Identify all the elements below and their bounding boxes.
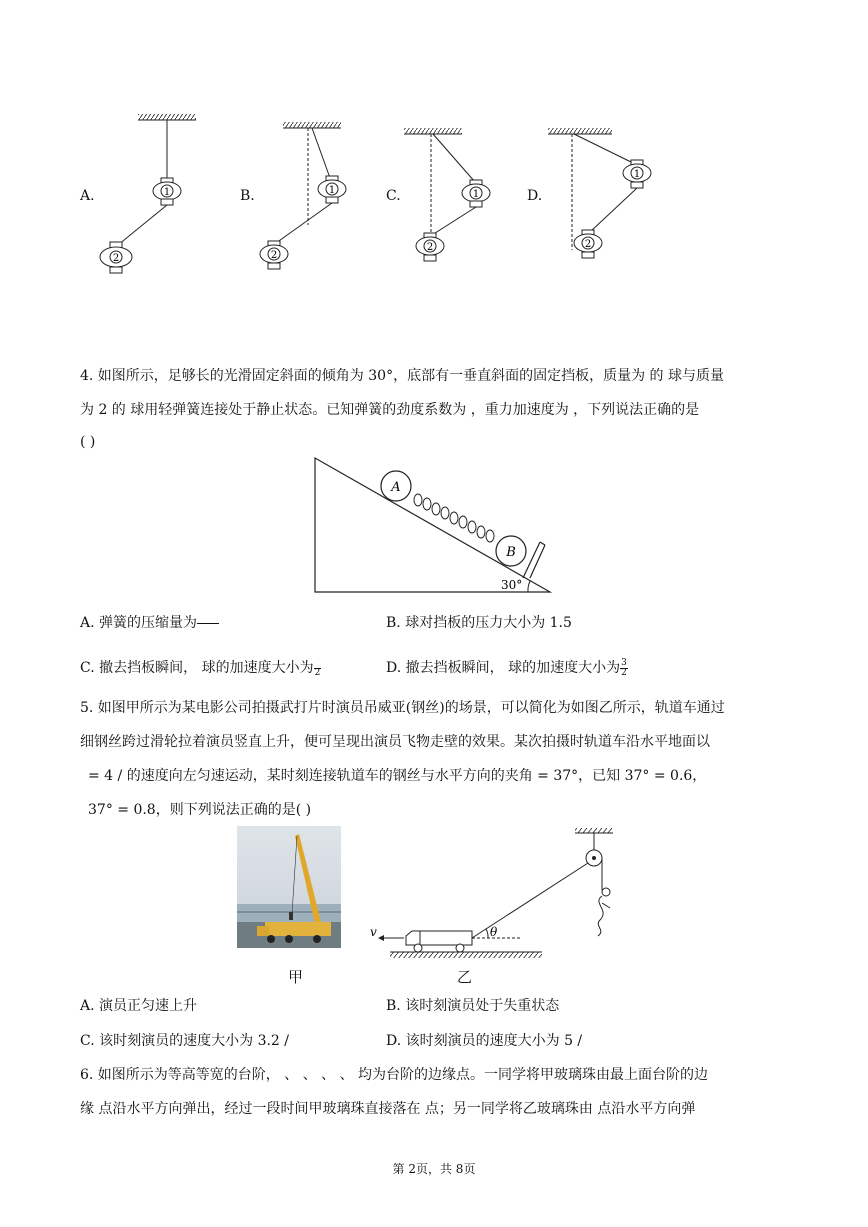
svg-text:2: 2 (426, 242, 434, 253)
svg-text:2: 2 (112, 253, 120, 264)
q4-option-a (80, 612, 219, 632)
velocity-label: v (370, 925, 377, 939)
svg-text:1: 1 (328, 185, 336, 196)
angle-label: 30° (501, 578, 523, 592)
theta-label: θ (490, 925, 498, 939)
svg-text:2: 2 (584, 239, 592, 250)
q3-pendulum-figures (0, 100, 700, 280)
q5-option-c: C. 该时刻演员的速度大小为 3.2 / (80, 1033, 289, 1049)
q4-incline-figure (300, 450, 560, 600)
q4-option-d: D. 撤去挡板瞬间， 球的加速度大小为 $\frac{3}{2}$ (386, 657, 627, 678)
q3-option-b-label: B. (240, 188, 255, 204)
q5-option-d: D. 该时刻演员的速度大小为 5 / (386, 1033, 583, 1049)
q5-figure-jia-caption: 甲 (288, 968, 304, 986)
q5-photo-crane (237, 826, 341, 948)
spring (414, 494, 494, 542)
q5-option-b: B. 该时刻演员处于失重状态 (386, 998, 560, 1014)
performer-figure (598, 888, 610, 936)
q4-option-c-text: C. 撤去挡板瞬间， 球的加速度大小为 (80, 660, 314, 676)
q4-option-b: B. 球对挡板的压力大小为 1.5 (386, 615, 572, 631)
page-footer: 第 2页，共 8页 (392, 1162, 476, 1176)
q5-figure-yi-caption: 乙 (457, 968, 473, 986)
q5-stem-line-1: 5. 如图甲所示为某电影公司拍摄武打片时演员吊威亚(钢丝)的场景，可以简化为如图乙所示，轨道车通过 (80, 700, 725, 716)
q4-option-c: C. 撤去挡板瞬间， 球的加速度大小为 2 (80, 660, 321, 678)
q4-stem-line-2: 为 2 的 球用轻弹簧连接处于静止状态。已知弹簧的劲度系数为 ，重力加速度为 ，下列说法正确的是 (80, 402, 700, 418)
q3-option-d-label: D. (527, 188, 543, 204)
q6-stem-line-2: 缘 点沿水平方向弹出，经过一段时间甲玻璃珠直接落在 点；另一同学将乙玻璃珠由 点沿水平方向弹 (80, 1101, 696, 1117)
q5-option-a: A. 演员正匀速上升 (80, 998, 198, 1014)
q3-figure-b (260, 122, 346, 269)
q6-stem-line-1: 6. 如图所示为等高等宽的台阶， 、 、 、 、 均为台阶的边缘点。一同学将甲玻璃珠由最上面台阶的边 (80, 1067, 709, 1083)
q5-stem-line-3: = 4 / 的速度向左匀速运动，某时刻连接轨道车的钢丝与水平方向的夹角 = 37°，已知 37° = 0.6， (88, 768, 707, 784)
q3-figure-a (100, 114, 196, 273)
q4-stem-line-1: 4. 如图所示，足够长的光滑固定斜面的倾角为 30°，底部有一垂直斜面的固定挡板，质量为 的 球与质量 (80, 368, 724, 384)
lantern-1 (153, 178, 181, 205)
svg-text:2: 2 (270, 250, 278, 261)
q5-stem-line-2: 细钢丝跨过滑轮拉着演员竖直上升，便可呈现出演员飞物走壁的效果。某次拍摄时轨道车沿水平地面以 (80, 734, 710, 750)
q3-figure-c (404, 128, 490, 261)
q4-stem-line-3: ( ) (80, 434, 96, 450)
q4-option-d-text: D. 撤去挡板瞬间， 球的加速度大小为 (386, 660, 621, 676)
svg-text:1: 1 (163, 187, 171, 198)
q3-option-c-label: C. (386, 188, 401, 204)
q3-option-a-label: A. (80, 188, 95, 204)
q5-stem-line-4: 37° = 0.8，则下列说法正确的是( ) (88, 802, 312, 818)
svg-text:1: 1 (633, 169, 641, 180)
q3-figure-d (548, 128, 651, 258)
ball-b-label: B (506, 545, 516, 560)
q4-option-a-text: A. 弹簧的压缩量为 (80, 615, 198, 631)
ball-a-label: A (391, 480, 401, 495)
svg-text:1: 1 (472, 189, 480, 200)
q5-diagram-track-car (362, 828, 632, 963)
lantern-2 (100, 242, 132, 273)
